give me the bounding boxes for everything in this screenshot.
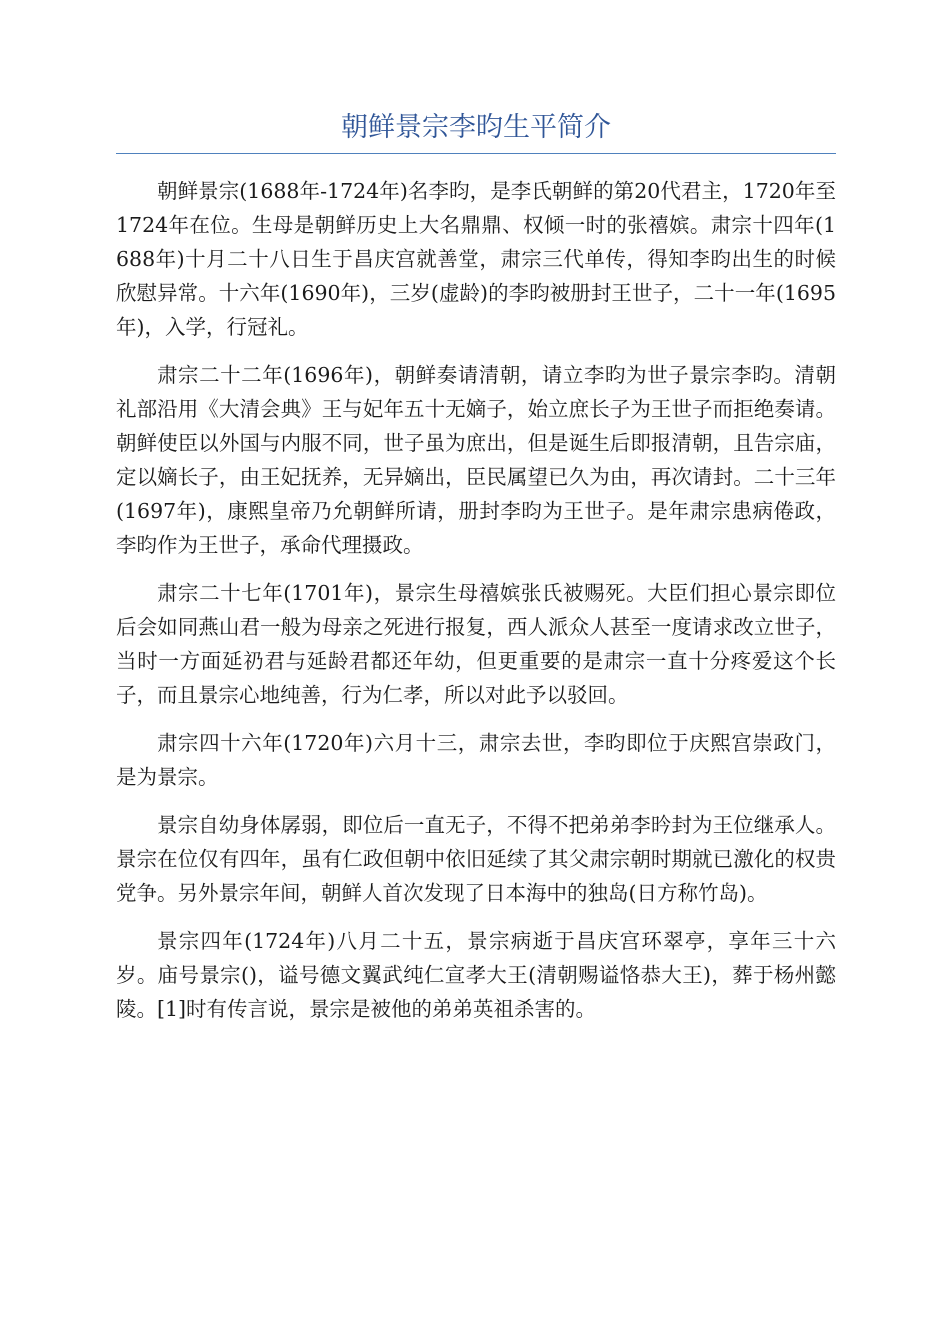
paragraph-2: 肃宗二十二年(1696年)，朝鲜奏请清朝，请立李昀为世子景宗李昀。清朝礼部沿用《大清会典》王与妃年五十无嫡子，始立庶长子为王世子而拒绝奏请。朝鲜使臣以外国与内服不同，世子虽为庶出，但是诞生后即报清朝，且告宗庙，定以嫡长子，由王妃抚养，无异嫡出，臣民属望已久为由，再次请封。二十三年(1697年)，康熙皇帝乃允朝鲜所请，册封李昀为王世子。是年肃宗患病倦政，李昀作为王世子，承命代理摄政。 [116,363,836,557]
paragraph-1: 朝鲜景宗(1688年-1724年)名李昀，是李氏朝鲜的第20代君主，1720年至1724年在位。生母是朝鲜历史上大名鼎鼎、权倾一时的张禧嫔。肃宗十四年(1688年)十月二十八日生于昌庆宫就善堂，肃宗三代单传，得知李昀出生的时候欣慰异常。十六年(1690年)，三岁(虚龄)的李昀被册封王世子，二十一年(1695年)，入学，行冠礼。 [116,179,836,339]
document-title: 朝鲜景宗李昀生平简介 [341,112,611,143]
title-underline [116,153,836,154]
paragraph-6: 景宗四年(1724年)八月二十五，景宗病逝于昌庆宫环翠亭，享年三十六岁。庙号景宗()，谥号德文翼武纯仁宣孝大王(清朝赐谥恪恭大王)，葬于杨州懿陵。[1]时有传言说，景宗是被他的弟弟英祖杀害的。 [116,929,836,1021]
document-page [116,108,836,1040]
paragraph-4: 肃宗四十六年(1720年)六月十三，肃宗去世，李昀即位于庆熙宫崇政门，是为景宗。 [116,731,836,789]
paragraph-5: 景宗自幼身体孱弱，即位后一直无子，不得不把弟弟李昑封为王位继承人。景宗在位仅有四年，虽有仁政但朝中依旧延续了其父肃宗朝时期就已激化的权贵党争。另外景宗年间，朝鲜人首次发现了日本海中的独岛(日方称竹岛)。 [116,813,836,905]
document-body [116,174,836,1026]
paragraph-3: 肃宗二十七年(1701年)，景宗生母禧嫔张氏被赐死。大臣们担心景宗即位后会如同燕山君一般为母亲之死进行报复，西人派众人甚至一度请求改立世子，当时一方面延礽君与延龄君都还年幼，但更重要的是肃宗一直十分疼爱这个长子，而且景宗心地纯善，行为仁孝，所以对此予以驳回。 [116,581,836,707]
